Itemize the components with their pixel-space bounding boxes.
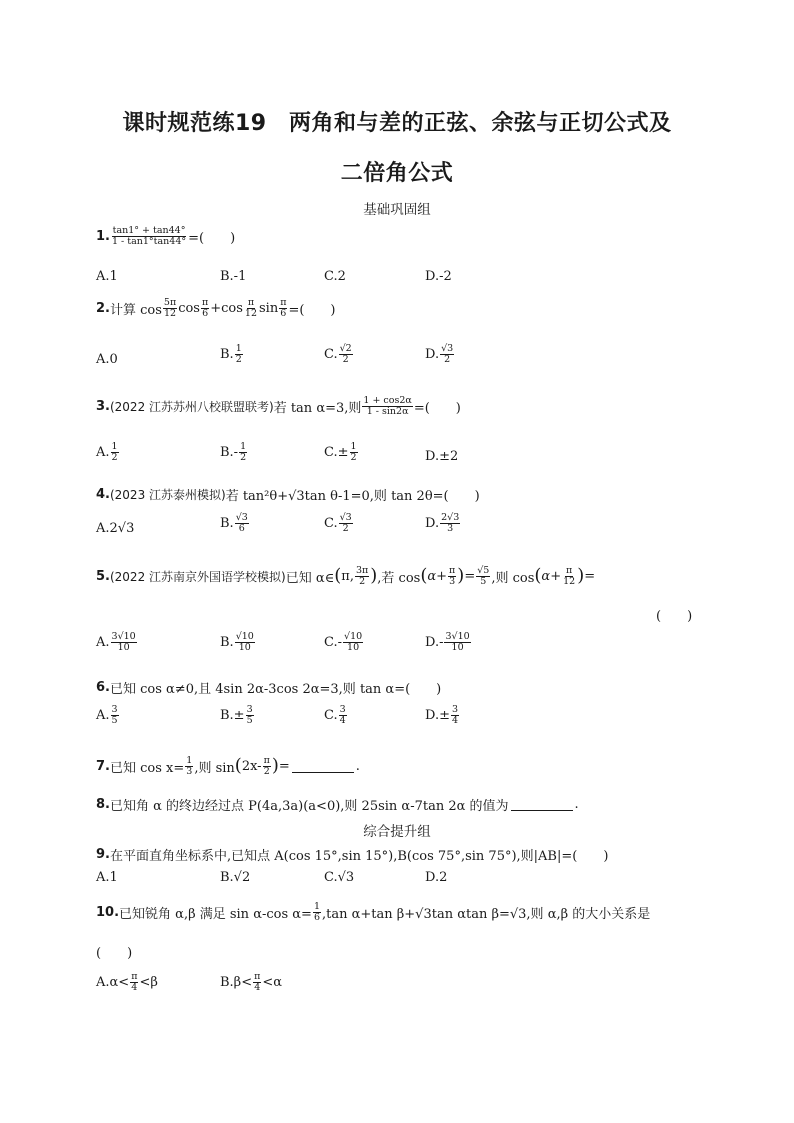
option-b: B.√2 [220,870,251,885]
question-6: 6. 已知 cos α≠0,且 4sin 2α-3cos 2α=3,则 tan α=( ) [96,680,442,697]
answer-parentheses: ( ) [656,609,693,624]
question-source: (2023 江苏泰州模拟) [109,488,226,502]
question-10: 10. 已知锐角 α,β 满足 sin α-cos α= $\frac{1}{6}$ ,tan α+tan β+√3tan αtan β=√3,则 α,β 的大小关系是 [96,901,651,923]
option-a: A.1 [96,269,118,284]
option-c: C.- $\frac{√10}{10}$ [324,631,363,653]
question-5: 5. (2022 江苏南京外国语学校模拟) 已知 α∈ ( π, $\frac{3\pi}{2}$ ) ,若 cos ( α+ $\frac{\pi}{3}$ ) = $\frac{√5}{5}$ ,则 cos ( α+ $\frac{\pi}{12}$ ) = [96,565,596,587]
option-b: B. $\frac{√3}{6}$ [220,512,248,534]
option-a: A. $\frac{1}{2}$ [96,441,118,463]
option-a: A.0 [96,352,118,367]
option-c: C. $\frac{3}{4}$ [324,704,346,726]
page-title-line2: 二倍角公式 [340,161,454,186]
option-b: B.β< $\frac{\pi}{4}$ <α [220,971,283,993]
option-b: B. $\frac{1}{2}$ [220,343,242,365]
option-a: A.2√3 [96,521,135,536]
question-9: 9. 在平面直角坐标系中,已知点 A(cos 15°,sin 15°),B(cos 75°,sin 75°),则|AB|=( ) [96,847,609,864]
question-4: 4. (2023 江苏泰州模拟) 若 tan²θ+√3tan θ-1=0,则 tan 2θ=( ) [96,487,480,504]
option-c: C.2 [324,269,346,284]
question-2: 2. 计算 cos $\frac{5\pi}{12}$ cos $\frac{\pi}{6}$ +cos $\frac{\pi}{12}$ sin $\frac{\pi}{6}$ =( ) [96,297,336,319]
answer-blank[interactable] [511,798,573,811]
question-source: (2022 江苏南京外国语学校模拟) [109,569,286,584]
section-heading-basic: 基础巩固组 [363,202,431,218]
option-d: D.±2 [425,449,459,464]
question-7: 7. 已知 cos x= $\frac{1}{3}$ ,则 sin ( 2x- $\frac{\pi}{2}$ ) = . [96,755,360,777]
option-a: A. $\frac{3}{5}$ [96,704,118,726]
question-3: 3. (2022 江苏苏州八校联盟联考) 若 tan α=3,则 $\frac{1 + \cos 2\alpha}{1 - \sin 2\alpha}$ =( ) [96,395,461,417]
answer-parentheses: ( ) [96,946,133,961]
option-d: D. $\frac{2√3}{3}$ [425,512,460,534]
option-a: A.α< $\frac{\pi}{4}$ <β [96,971,158,993]
option-c: C. $\frac{√2}{2}$ [324,343,352,365]
question-source: (2022 江苏苏州八校联盟联考) [109,399,274,414]
option-d: D.- $\frac{3√10}{10}$ [425,631,470,653]
option-c: C. $\frac{√3}{2}$ [324,512,352,534]
page-title: 课时规范练19 两角和与差的正弦、余弦与正切公式及 [122,111,672,136]
option-d: D.2 [425,870,448,885]
option-b: B.-1 [220,269,247,284]
option-a: A. $\frac{3√10}{10}$ [96,631,136,653]
option-d: D. $\frac{√3}{2}$ [425,343,454,365]
option-b: B.- $\frac{1}{2}$ [220,441,247,463]
question-number: 1. [96,228,110,244]
question-1: 1. $\frac{\tan 1^\circ + \tan 44^\circ}{1 - \tan 1^\circ\tan 44^\circ}$ =( ) [96,225,236,247]
option-b: B.± $\frac{3}{5}$ [220,704,253,726]
option-c: C.± $\frac{1}{2}$ [324,441,357,463]
option-d: D.± $\frac{3}{4}$ [425,704,459,726]
answer-blank[interactable] [292,760,354,773]
question-8: 8. 已知角 α 的终边经过点 P(4a,3a)(a<0),则 25sin α-7tan 2α 的值为 . [96,797,579,814]
option-b: B. $\frac{√10}{10}$ [220,631,254,653]
option-a: A.1 [96,870,118,885]
option-d: D.-2 [425,269,452,284]
section-heading-advanced: 综合提升组 [363,824,431,840]
option-c: C.√3 [324,870,355,885]
fraction: $\frac{\tan 1^\circ + \tan 44^\circ}{1 - \tan 1^\circ\tan 44^\circ}$ [111,225,187,247]
